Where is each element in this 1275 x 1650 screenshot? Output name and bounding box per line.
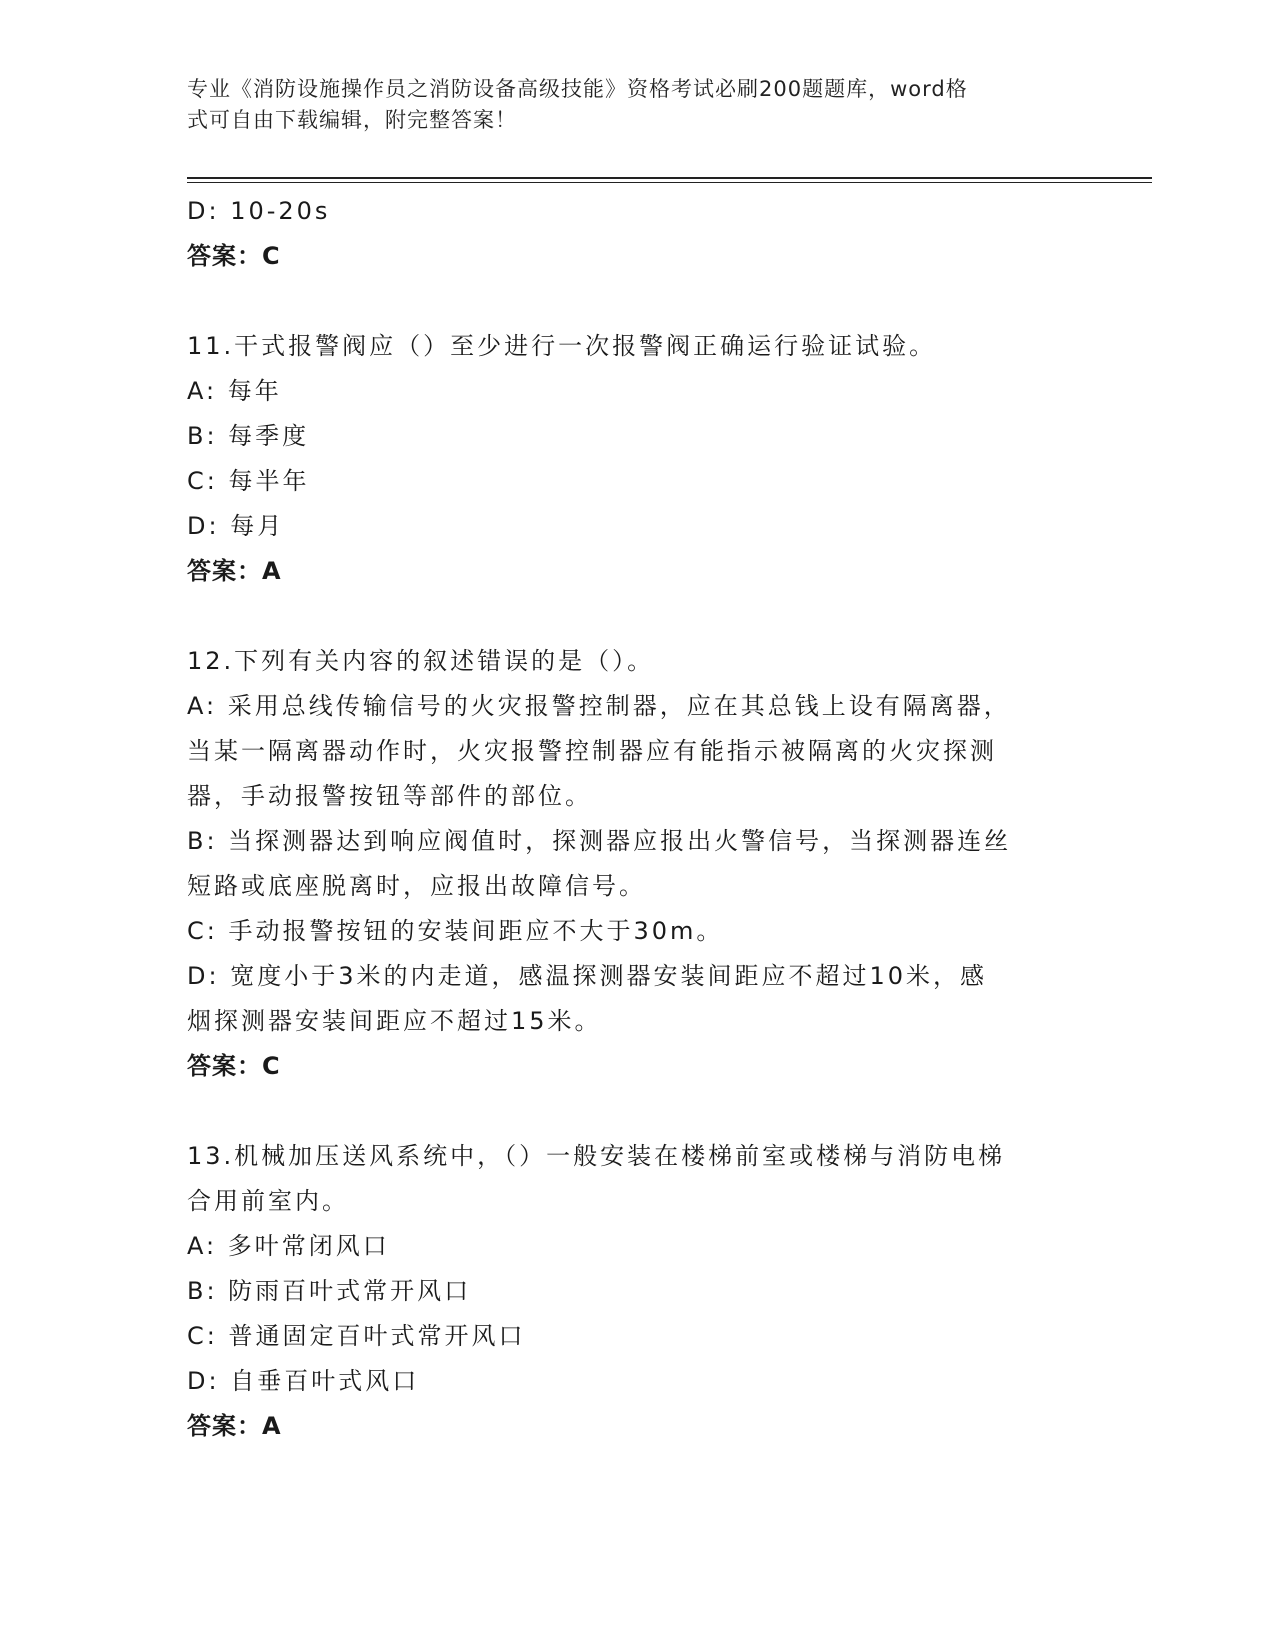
question-block	[187, 639, 1087, 1134]
question-stem: 合用前室内。	[187, 1187, 349, 1215]
option-a: 器，手动报警按钮等部件的部位。	[187, 782, 592, 810]
option-b: B: 防雨百叶式常开风口	[187, 1277, 472, 1305]
header-divider	[187, 177, 1152, 179]
option-b: B: 当探测器达到响应阀值时，探测器应报出火警信号，当探测器连丝	[187, 827, 1012, 855]
answer: 答案：C	[187, 242, 281, 270]
document-body	[187, 189, 1087, 1449]
spacer	[187, 594, 1087, 639]
option-a: A: 多叶常闭风口	[187, 1232, 390, 1260]
option-a: A: 每年	[187, 377, 282, 405]
header-line-1: 专业《消防设施操作员之消防设备高级技能》资格考试必刷200题题库，word格	[187, 77, 968, 101]
option-c: C: 手动报警按钮的安装间距应不大于30m。	[187, 917, 724, 945]
option-d: D: 宽度小于3米的内走道，感温探测器安装间距应不超过10米，感	[187, 962, 988, 990]
option-d: D: 自垂百叶式风口	[187, 1367, 420, 1395]
option-c: C: 普通固定百叶式常开风口	[187, 1322, 526, 1350]
page-header	[187, 74, 1067, 136]
option-d: 烟探测器安装间距应不超过15米。	[187, 1007, 602, 1035]
answer: 答案：A	[187, 1412, 282, 1440]
question-block	[187, 1134, 1087, 1449]
option-d: D: 10-20s	[187, 197, 331, 225]
option-a: 当某一隔离器动作时，火灾报警控制器应有能指示被隔离的火灾探测	[187, 737, 997, 765]
answer: 答案：C	[187, 1052, 281, 1080]
option-b: B: 每季度	[187, 422, 310, 450]
question-list	[187, 324, 1087, 1449]
question-stem: 12.下列有关内容的叙述错误的是（）。	[187, 647, 655, 675]
spacer	[187, 1089, 1087, 1134]
header-divider-thin	[187, 182, 1152, 183]
option-a: A: 采用总线传输信号的火灾报警控制器，应在其总钱上设有隔离器，	[187, 692, 1011, 720]
option-b: 短路或底座脱离时，应报出故障信号。	[187, 872, 646, 900]
header-line-2: 式可自由下载编辑，附完整答案！	[187, 108, 517, 132]
option-c: C: 每半年	[187, 467, 310, 495]
option-d: D: 每月	[187, 512, 285, 540]
question-block	[187, 324, 1087, 639]
answer: 答案：A	[187, 557, 282, 585]
question-stem: 13.机械加压送风系统中，（）一般安装在楼梯前室或楼梯与消防电梯	[187, 1142, 1006, 1170]
spacer	[187, 279, 1087, 324]
question-stem: 11.干式报警阀应（）至少进行一次报警阀正确运行验证试验。	[187, 332, 937, 360]
